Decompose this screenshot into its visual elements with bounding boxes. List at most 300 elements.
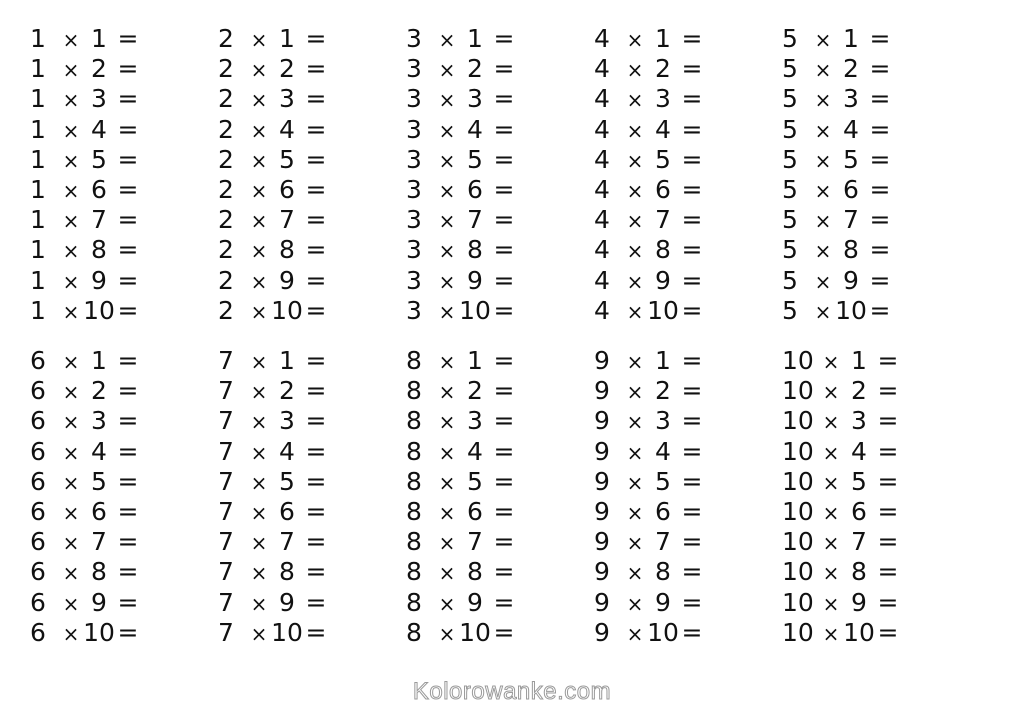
- equation-row: [30, 266, 218, 296]
- factor-b: 5: [655, 144, 671, 174]
- equals-sign: =: [305, 406, 327, 436]
- factor-b: 1: [655, 24, 671, 53]
- equals-sign: =: [117, 24, 139, 53]
- equation-row: [594, 175, 782, 205]
- equals-sign: =: [117, 527, 139, 557]
- equals-sign: =: [493, 265, 515, 295]
- factor-b: 9: [655, 265, 671, 295]
- factor-a: 1: [30, 265, 46, 295]
- equals-sign: =: [305, 205, 327, 235]
- factor-b: 10: [83, 617, 115, 647]
- times-sign: ×: [822, 500, 840, 525]
- factor-b: 8: [91, 557, 107, 587]
- factor-b: 3: [279, 84, 295, 114]
- times-table-10: [782, 346, 970, 648]
- equals-sign: =: [117, 557, 139, 587]
- factor-b: 9: [655, 587, 671, 617]
- factor-a: 1: [30, 205, 46, 235]
- factor-a: 2: [218, 84, 234, 114]
- equation-row: [782, 205, 970, 235]
- factor-b: 2: [843, 54, 859, 84]
- equals-sign: =: [117, 144, 139, 174]
- factor-b: 9: [467, 587, 483, 617]
- times-sign: ×: [438, 58, 456, 83]
- times-sign: ×: [438, 28, 456, 52]
- factor-b: 3: [91, 84, 107, 114]
- factor-a: 3: [406, 144, 422, 174]
- equation-row: [406, 346, 594, 376]
- times-sign: ×: [250, 561, 268, 586]
- factor-b: 1: [467, 24, 483, 53]
- equals-sign: =: [681, 376, 703, 406]
- times-sign: ×: [814, 178, 832, 203]
- equation-row: [30, 54, 218, 84]
- factor-a: 4: [594, 24, 610, 53]
- times-sign: ×: [438, 380, 456, 405]
- equals-sign: =: [493, 84, 515, 114]
- times-sign: ×: [822, 561, 840, 586]
- equals-sign: =: [681, 24, 703, 53]
- factor-b: 9: [467, 265, 483, 295]
- factor-a: 5: [782, 265, 798, 295]
- factor-a: 4: [594, 174, 610, 204]
- equation-row: [594, 235, 782, 265]
- factor-a: 3: [406, 84, 422, 114]
- equals-sign: =: [877, 346, 899, 375]
- equals-sign: =: [117, 617, 139, 647]
- factor-a: 7: [218, 496, 234, 526]
- factor-a: 5: [782, 54, 798, 84]
- equals-sign: =: [681, 346, 703, 375]
- times-sign: ×: [438, 410, 456, 435]
- equation-row: [218, 588, 406, 618]
- factor-b: 5: [851, 466, 867, 496]
- equation-row: [406, 24, 594, 54]
- times-sign: ×: [250, 380, 268, 405]
- times-sign: ×: [626, 470, 644, 495]
- factor-a: 4: [594, 295, 610, 325]
- factor-b: 3: [91, 406, 107, 436]
- times-sign: ×: [250, 350, 268, 374]
- factor-a: 3: [406, 235, 422, 265]
- equals-sign: =: [681, 527, 703, 557]
- equation-row: [218, 467, 406, 497]
- equation-row: [594, 145, 782, 175]
- factor-a: 6: [30, 587, 46, 617]
- times-sign: ×: [626, 178, 644, 203]
- equals-sign: =: [681, 406, 703, 436]
- equation-row: [594, 406, 782, 436]
- equation-row: [782, 235, 970, 265]
- times-sign: ×: [626, 239, 644, 264]
- watermark-text: Kolorowanke.com: [412, 678, 612, 705]
- equals-sign: =: [117, 376, 139, 406]
- equation-row: [218, 205, 406, 235]
- factor-a: 2: [218, 54, 234, 84]
- equation-row: [406, 376, 594, 406]
- equals-sign: =: [305, 54, 327, 84]
- factor-a: 1: [30, 144, 46, 174]
- times-sign: ×: [250, 470, 268, 495]
- equation-row: [30, 406, 218, 436]
- times-sign: ×: [626, 350, 644, 374]
- factor-a: 3: [406, 24, 422, 53]
- equation-row: [30, 557, 218, 587]
- equals-sign: =: [681, 235, 703, 265]
- factor-b: 4: [91, 436, 107, 466]
- factor-b: 7: [655, 527, 671, 557]
- factor-b: 1: [279, 346, 295, 375]
- equation-row: [218, 527, 406, 557]
- times-sign: ×: [438, 88, 456, 113]
- times-sign: ×: [62, 178, 80, 203]
- factor-b: 4: [843, 114, 859, 144]
- equals-sign: =: [117, 174, 139, 204]
- equation-row: [782, 557, 970, 587]
- factor-b: 8: [467, 557, 483, 587]
- factor-b: 4: [279, 436, 295, 466]
- factor-a: 1: [30, 295, 46, 325]
- equation-row: [782, 145, 970, 175]
- factor-a: 7: [218, 617, 234, 647]
- equation-row: [218, 497, 406, 527]
- equals-sign: =: [493, 436, 515, 466]
- equals-sign: =: [869, 114, 891, 144]
- factor-a: 9: [594, 436, 610, 466]
- equals-sign: =: [681, 265, 703, 295]
- equation-row: [30, 618, 218, 648]
- factor-b: 6: [91, 496, 107, 526]
- times-sign: ×: [250, 239, 268, 264]
- equals-sign: =: [117, 466, 139, 496]
- times-sign: ×: [626, 621, 644, 646]
- factor-b: 4: [467, 114, 483, 144]
- factor-b: 10: [835, 295, 867, 325]
- equals-sign: =: [493, 205, 515, 235]
- factor-b: 5: [91, 466, 107, 496]
- factor-a: 9: [594, 557, 610, 587]
- equation-row: [30, 24, 218, 54]
- times-sign: ×: [62, 621, 80, 646]
- factor-b: 8: [467, 235, 483, 265]
- factor-a: 3: [406, 114, 422, 144]
- factor-a: 9: [594, 587, 610, 617]
- times-sign: ×: [62, 148, 80, 173]
- times-sign: ×: [62, 88, 80, 113]
- factor-a: 6: [30, 376, 46, 406]
- equation-row: [406, 205, 594, 235]
- equation-row: [594, 588, 782, 618]
- factor-a: 1: [30, 235, 46, 265]
- equals-sign: =: [869, 205, 891, 235]
- factor-b: 1: [851, 346, 867, 375]
- factor-a: 9: [594, 527, 610, 557]
- factor-b: 4: [467, 436, 483, 466]
- factor-a: 5: [782, 235, 798, 265]
- equals-sign: =: [877, 617, 899, 647]
- factor-b: 2: [91, 376, 107, 406]
- equals-sign: =: [305, 265, 327, 295]
- factor-a: 7: [218, 436, 234, 466]
- factor-b: 1: [91, 24, 107, 53]
- times-sign: ×: [62, 470, 80, 495]
- equals-sign: =: [305, 557, 327, 587]
- factor-b: 7: [851, 527, 867, 557]
- factor-b: 6: [279, 174, 295, 204]
- factor-a: 6: [30, 527, 46, 557]
- times-sign: ×: [250, 88, 268, 113]
- factor-b: 2: [655, 54, 671, 84]
- factor-a: 8: [406, 527, 422, 557]
- equals-sign: =: [117, 114, 139, 144]
- factor-a: 8: [406, 496, 422, 526]
- equation-row: [594, 266, 782, 296]
- times-sign: ×: [438, 440, 456, 465]
- factor-b: 1: [655, 346, 671, 375]
- times-sign: ×: [62, 58, 80, 83]
- equals-sign: =: [869, 24, 891, 53]
- times-sign: ×: [62, 410, 80, 435]
- factor-b: 1: [279, 24, 295, 53]
- times-sign: ×: [250, 118, 268, 143]
- factor-a: 3: [406, 265, 422, 295]
- factor-a: 6: [30, 346, 46, 375]
- times-sign: ×: [62, 350, 80, 374]
- equation-row: [218, 54, 406, 84]
- equals-sign: =: [117, 205, 139, 235]
- equals-sign: =: [869, 265, 891, 295]
- factor-b: 6: [279, 496, 295, 526]
- factor-b: 8: [655, 557, 671, 587]
- factor-b: 5: [467, 144, 483, 174]
- factor-a: 6: [30, 406, 46, 436]
- equals-sign: =: [305, 144, 327, 174]
- equation-row: [218, 406, 406, 436]
- factor-b: 8: [851, 557, 867, 587]
- equation-row: [782, 84, 970, 114]
- equation-row: [406, 588, 594, 618]
- equation-row: [406, 175, 594, 205]
- equation-row: [406, 437, 594, 467]
- equation-row: [30, 346, 218, 376]
- factor-a: 2: [218, 295, 234, 325]
- factor-b: 7: [467, 205, 483, 235]
- times-sign: ×: [438, 118, 456, 143]
- equals-sign: =: [877, 527, 899, 557]
- times-sign: ×: [626, 299, 644, 324]
- factor-b: 6: [655, 496, 671, 526]
- equation-row: [30, 84, 218, 114]
- equals-sign: =: [681, 205, 703, 235]
- equation-row: [594, 205, 782, 235]
- equals-sign: =: [305, 496, 327, 526]
- times-sign: ×: [438, 269, 456, 294]
- factor-a: 9: [594, 617, 610, 647]
- factor-a: 9: [594, 346, 610, 375]
- equation-row: [406, 296, 594, 326]
- equals-sign: =: [305, 466, 327, 496]
- equation-row: [406, 54, 594, 84]
- times-sign: ×: [626, 28, 644, 52]
- factor-b: 10: [459, 617, 491, 647]
- times-sign: ×: [438, 239, 456, 264]
- times-sign: ×: [822, 470, 840, 495]
- factor-a: 2: [218, 205, 234, 235]
- equals-sign: =: [869, 174, 891, 204]
- factor-a: 8: [406, 376, 422, 406]
- times-sign: ×: [250, 209, 268, 234]
- equals-sign: =: [877, 376, 899, 406]
- factor-a: 5: [782, 84, 798, 114]
- equation-row: [782, 497, 970, 527]
- equals-sign: =: [305, 617, 327, 647]
- factor-a: 7: [218, 466, 234, 496]
- equals-sign: =: [305, 114, 327, 144]
- equation-row: [218, 84, 406, 114]
- times-sign: ×: [626, 58, 644, 83]
- factor-a: 10: [782, 466, 814, 496]
- factor-a: 5: [782, 205, 798, 235]
- equals-sign: =: [681, 84, 703, 114]
- times-sign: ×: [250, 299, 268, 324]
- factor-a: 5: [782, 114, 798, 144]
- factor-a: 10: [782, 346, 814, 375]
- equals-sign: =: [493, 557, 515, 587]
- factor-a: 10: [782, 496, 814, 526]
- factor-a: 4: [594, 205, 610, 235]
- times-sign: ×: [626, 591, 644, 616]
- factor-a: 1: [30, 174, 46, 204]
- equation-row: [594, 84, 782, 114]
- equation-row: [218, 346, 406, 376]
- times-sign: ×: [438, 591, 456, 616]
- times-sign: ×: [438, 148, 456, 173]
- factor-a: 4: [594, 265, 610, 295]
- times-sign: ×: [438, 178, 456, 203]
- equals-sign: =: [877, 436, 899, 466]
- times-sign: ×: [250, 621, 268, 646]
- times-sign: ×: [250, 58, 268, 83]
- times-sign: ×: [250, 500, 268, 525]
- equals-sign: =: [117, 587, 139, 617]
- times-sign: ×: [814, 299, 832, 324]
- factor-a: 6: [30, 436, 46, 466]
- factor-b: 10: [83, 295, 115, 325]
- factor-b: 7: [467, 527, 483, 557]
- times-sign: ×: [62, 591, 80, 616]
- factor-b: 9: [91, 587, 107, 617]
- times-sign: ×: [250, 410, 268, 435]
- factor-a: 8: [406, 346, 422, 375]
- times-sign: ×: [62, 118, 80, 143]
- equation-row: [782, 588, 970, 618]
- equals-sign: =: [117, 54, 139, 84]
- equals-sign: =: [493, 144, 515, 174]
- factor-a: 8: [406, 406, 422, 436]
- factor-a: 6: [30, 617, 46, 647]
- times-table-7: [218, 346, 406, 648]
- times-sign: ×: [822, 440, 840, 465]
- equation-row: [30, 497, 218, 527]
- times-table-2: [218, 24, 406, 326]
- factor-b: 10: [459, 295, 491, 325]
- times-sign: ×: [814, 239, 832, 264]
- factor-b: 1: [91, 346, 107, 375]
- factor-b: 5: [655, 466, 671, 496]
- equals-sign: =: [681, 587, 703, 617]
- equals-sign: =: [877, 557, 899, 587]
- equation-row: [594, 296, 782, 326]
- equation-row: [782, 115, 970, 145]
- factor-b: 10: [271, 617, 303, 647]
- equals-sign: =: [877, 496, 899, 526]
- equals-sign: =: [493, 587, 515, 617]
- equation-row: [218, 437, 406, 467]
- factor-a: 4: [594, 114, 610, 144]
- equals-sign: =: [305, 84, 327, 114]
- times-sign: ×: [62, 561, 80, 586]
- equals-sign: =: [305, 235, 327, 265]
- factor-a: 7: [218, 346, 234, 375]
- times-sign: ×: [250, 269, 268, 294]
- equation-row: [30, 115, 218, 145]
- equation-row: [782, 266, 970, 296]
- times-sign: ×: [814, 209, 832, 234]
- times-sign: ×: [626, 118, 644, 143]
- factor-b: 6: [467, 496, 483, 526]
- equals-sign: =: [305, 174, 327, 204]
- equals-sign: =: [681, 174, 703, 204]
- equation-row: [218, 115, 406, 145]
- factor-b: 5: [279, 144, 295, 174]
- factor-b: 2: [851, 376, 867, 406]
- equals-sign: =: [305, 436, 327, 466]
- equals-sign: =: [493, 466, 515, 496]
- equals-sign: =: [877, 406, 899, 436]
- equals-sign: =: [869, 144, 891, 174]
- factor-b: 2: [655, 376, 671, 406]
- equals-sign: =: [493, 24, 515, 53]
- factor-b: 6: [843, 174, 859, 204]
- equation-row: [782, 527, 970, 557]
- factor-a: 8: [406, 466, 422, 496]
- equation-row: [594, 54, 782, 84]
- times-sign: ×: [822, 380, 840, 405]
- equation-row: [406, 406, 594, 436]
- equals-sign: =: [117, 84, 139, 114]
- factor-a: 10: [782, 587, 814, 617]
- equals-sign: =: [869, 54, 891, 84]
- factor-b: 5: [91, 144, 107, 174]
- times-sign: ×: [822, 350, 840, 374]
- equation-row: [782, 406, 970, 436]
- equation-row: [594, 437, 782, 467]
- times-sign: ×: [626, 209, 644, 234]
- equation-row: [782, 296, 970, 326]
- equals-sign: =: [681, 54, 703, 84]
- factor-b: 8: [91, 235, 107, 265]
- times-sign: ×: [626, 88, 644, 113]
- times-sign: ×: [438, 500, 456, 525]
- times-sign: ×: [822, 621, 840, 646]
- times-sign: ×: [626, 531, 644, 556]
- factor-a: 7: [218, 406, 234, 436]
- equals-sign: =: [493, 406, 515, 436]
- equals-sign: =: [681, 557, 703, 587]
- equation-row: [30, 145, 218, 175]
- times-table-6: [30, 346, 218, 648]
- factor-b: 4: [655, 114, 671, 144]
